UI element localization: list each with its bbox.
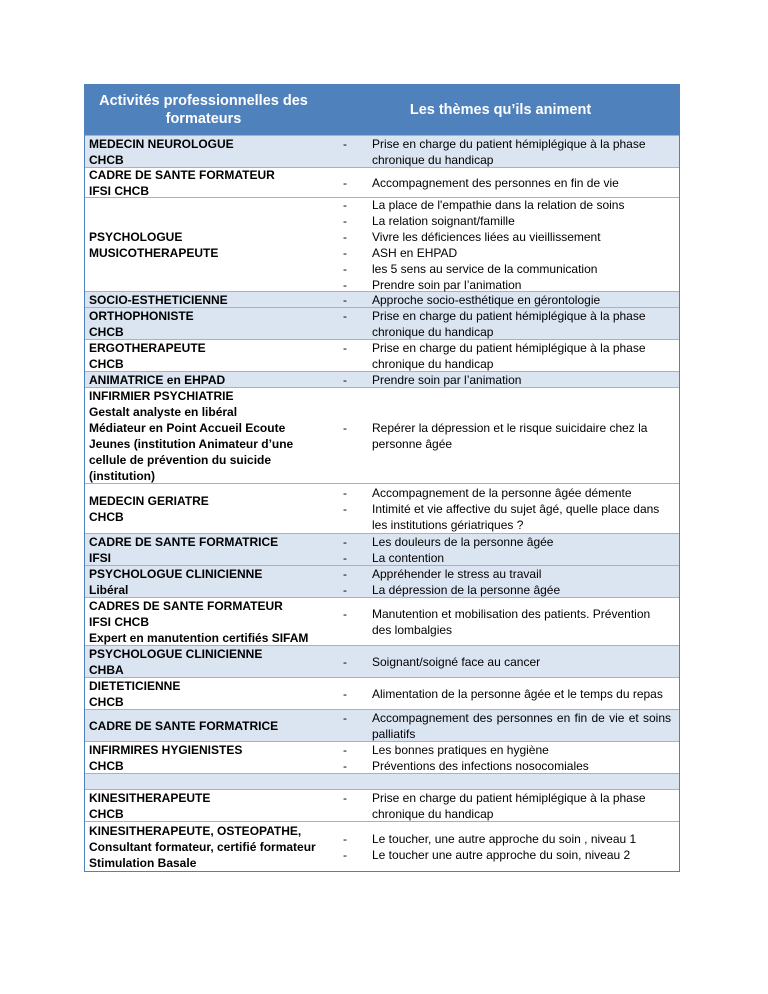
activity-line: INFIRMIRES HYGIENISTES (89, 742, 243, 757)
theme-text: Le toucher une autre approche du soin, niveau 2 (372, 847, 631, 862)
activity-cell (85, 598, 322, 645)
bullet-dash: - (343, 277, 347, 292)
bullet-dash: - (343, 372, 347, 387)
theme-item (322, 485, 671, 501)
activity-line: CHCB (89, 758, 124, 773)
theme-item (322, 790, 671, 822)
table-row (85, 645, 679, 677)
activity-line: MEDECIN GERIATRE (89, 493, 209, 508)
table-row (85, 197, 679, 291)
themes-cell (322, 168, 679, 197)
bullet-dash: - (343, 213, 347, 228)
theme-item (322, 847, 671, 863)
table-row (85, 789, 679, 821)
theme-item (322, 308, 671, 340)
themes-cell (322, 790, 679, 821)
theme-text: Manutention et mobilisation des patients. Prévention des lombalgies (372, 606, 651, 637)
theme-text: Accompagnement de la personne âgée démente (372, 485, 632, 500)
activity-cell (85, 774, 322, 789)
bullet-dash: - (343, 292, 347, 307)
themes-cell (322, 822, 679, 871)
theme-text: La dépression de la personne âgée (372, 582, 561, 597)
activity-cell (85, 790, 322, 821)
activity-line: CADRE DE SANTE FORMATRICE (89, 718, 279, 733)
table-row (85, 291, 679, 307)
themes-cell (322, 566, 679, 597)
theme-text: Préventions des infections nosocomiales (372, 758, 589, 773)
activity-line: CADRES DE SANTE FORMATEUR (89, 598, 283, 613)
activity-line: ERGOTHERAPEUTE (89, 340, 206, 355)
bullet-dash: - (343, 758, 347, 773)
themes-cell (322, 774, 679, 789)
table-row (85, 677, 679, 709)
theme-text: Approche socio-esthétique en gérontologie (372, 292, 601, 307)
activity-line: ANIMATRICE en EHPAD (89, 372, 226, 387)
theme-item (322, 261, 671, 277)
bullet-dash: - (343, 261, 347, 276)
bullet-dash: - (343, 847, 347, 862)
table-row (85, 483, 679, 533)
theme-text: Alimentation de la personne âgée et le temps du repas (372, 686, 663, 701)
activity-line: MUSICOTHERAPEUTE (89, 245, 219, 260)
themes-cell (322, 340, 679, 371)
themes-cell (322, 678, 679, 709)
activity-line: Libéral (89, 582, 129, 597)
bullet-dash: - (343, 686, 347, 701)
theme-text: les 5 sens au service de la communication (372, 261, 598, 276)
activity-line: CADRE DE SANTE FORMATRICE (89, 534, 279, 549)
activity-line: INFIRMIER PSYCHIATRIE (89, 388, 234, 403)
bullet-dash: - (343, 485, 347, 500)
activity-line: ORTHOPHONISTE (89, 308, 194, 323)
activity-line: IFSI CHCB (89, 183, 149, 198)
bullet-dash: - (343, 831, 347, 846)
table-row (85, 167, 679, 197)
activity-line: CADRE DE SANTE FORMATEUR (89, 167, 275, 182)
theme-item (322, 742, 671, 758)
table-row (85, 387, 679, 483)
activity-cell (85, 388, 322, 483)
theme-text: La relation soignant/famille (372, 213, 515, 228)
theme-item (322, 229, 671, 245)
table-row (85, 135, 679, 167)
themes-cell (322, 198, 679, 291)
activity-cell (85, 678, 322, 709)
theme-item (322, 534, 671, 550)
bullet-dash: - (343, 534, 347, 549)
theme-text: Prendre soin par l’animation (372, 372, 522, 387)
header-themes: Les thèmes qu’ils animent (409, 102, 592, 118)
activity-cell (85, 742, 322, 773)
activity-line: MEDECIN NEUROLOGUE (89, 136, 234, 151)
theme-text: Prendre soin par l’animation (372, 277, 522, 292)
activity-cell (85, 372, 322, 387)
theme-item (322, 136, 671, 168)
theme-item (322, 550, 671, 566)
bullet-dash: - (343, 340, 347, 355)
activity-cell (85, 168, 322, 197)
themes-cell (322, 292, 679, 307)
theme-item (322, 420, 671, 452)
themes-cell (322, 308, 679, 339)
activity-line: DIETETICIENNE (89, 678, 181, 693)
bullet-dash: - (343, 175, 347, 190)
themes-cell (322, 534, 679, 565)
themes-cell (322, 742, 679, 773)
bullet-dash: - (343, 742, 347, 757)
bullet-dash: - (343, 308, 347, 323)
bullet-dash: - (343, 582, 347, 597)
theme-item (322, 292, 671, 308)
theme-item (322, 501, 671, 533)
activity-cell (85, 198, 322, 291)
theme-text: Accompagnement des personnes en fin de vie et soins palliatifs (372, 710, 671, 741)
theme-text: Prise en charge du patient hémiplégique à la phase chronique du handicap (372, 308, 646, 339)
activity-cell (85, 292, 322, 307)
activity-cell (85, 484, 322, 533)
themes-cell (322, 646, 679, 677)
theme-text: Vivre les déficiences liées au vieillissement (372, 229, 601, 244)
theme-text: Accompagnement des personnes en fin de vie (372, 175, 619, 190)
bullet-dash: - (343, 501, 347, 516)
theme-item (322, 277, 671, 293)
theme-text: Prise en charge du patient hémiplégique à la phase chronique du handicap (372, 136, 646, 167)
activity-cell (85, 646, 322, 677)
activity-cell (85, 534, 322, 565)
table-row (85, 339, 679, 371)
table-row (85, 773, 679, 789)
theme-text: Repérer la dépression et le risque suicidaire chez la personne âgée (372, 420, 648, 451)
activity-line: PSYCHOLOGUE CLINICIENNE (89, 566, 263, 581)
activity-line: Expert en manutention certifiés SIFAM (89, 630, 309, 645)
bullet-dash: - (343, 710, 347, 725)
activity-cell (85, 566, 322, 597)
header-activities: Activités professionnelles des formateurs (99, 93, 308, 127)
trainers-table (84, 84, 680, 872)
theme-text: Les douleurs de la personne âgée (372, 534, 554, 549)
theme-text: Appréhender le stress au travail (372, 566, 542, 581)
themes-cell (322, 136, 679, 167)
theme-text: Prise en charge du patient hémiplégique à la phase chronique du handicap (372, 790, 646, 821)
activity-line: SOCIO-ESTHETICIENNE (89, 292, 228, 307)
table-row (85, 821, 679, 871)
theme-item (322, 654, 671, 670)
activity-line: CHBA (89, 662, 124, 677)
theme-item (322, 566, 671, 582)
activity-line: PSYCHOLOGUE (89, 229, 183, 244)
bullet-dash: - (343, 229, 347, 244)
theme-text: Intimité et vie affective du sujet âgé, quelle place dans les institutions gériatriques ? (372, 501, 660, 532)
theme-item (322, 197, 671, 213)
table-row (85, 709, 679, 741)
table-row (85, 597, 679, 645)
activity-line: PSYCHOLOGUE CLINICIENNE (89, 646, 263, 661)
table-row (85, 565, 679, 597)
activity-line: CHCB (89, 694, 124, 709)
activity-line: CHCB (89, 509, 124, 524)
activity-cell (85, 822, 322, 871)
activity-cell (85, 308, 322, 339)
activity-line: Gestalt analyste en libéral (89, 404, 238, 419)
bullet-dash: - (343, 566, 347, 581)
table-header (85, 85, 679, 135)
bullet-dash: - (343, 136, 347, 151)
activity-line: CHCB (89, 324, 124, 339)
bullet-dash: - (343, 245, 347, 260)
theme-text: Soignant/soigné face au cancer (372, 654, 541, 669)
activity-line: IFSI CHCB (89, 614, 149, 629)
theme-item (322, 582, 671, 598)
activity-cell (85, 136, 322, 167)
themes-cell (322, 598, 679, 645)
theme-item (322, 213, 671, 229)
theme-item (322, 710, 671, 742)
themes-cell (322, 388, 679, 483)
bullet-dash: - (343, 654, 347, 669)
activity-line: Médiateur en Point Accueil Ecoute Jeunes (institution Animateur d’une cellule de prévention du suicide (institution) (89, 420, 294, 483)
theme-item (322, 175, 671, 191)
theme-text: Prise en charge du patient hémiplégique à la phase chronique du handicap (372, 340, 646, 371)
theme-text: La contention (372, 550, 445, 565)
themes-cell (322, 484, 679, 533)
bullet-dash: - (343, 420, 347, 435)
theme-text: Les bonnes pratiques en hygiène (372, 742, 549, 757)
theme-item (322, 606, 671, 638)
bullet-dash: - (343, 550, 347, 565)
theme-item (322, 686, 671, 702)
table-row (85, 741, 679, 773)
themes-cell (322, 372, 679, 387)
theme-item (322, 758, 671, 774)
activity-line: CHCB (89, 806, 124, 821)
theme-item (322, 831, 671, 847)
theme-text: La place de l'empathie dans la relation de soins (372, 197, 625, 212)
activity-line: IFSI (89, 550, 112, 565)
theme-text: Le toucher, une autre approche du soin , niveau 1 (372, 831, 637, 846)
theme-item (322, 245, 671, 261)
bullet-dash: - (343, 606, 347, 621)
table-row (85, 533, 679, 565)
theme-text: ASH en EHPAD (372, 245, 458, 260)
bullet-dash: - (343, 790, 347, 805)
themes-cell (322, 710, 679, 741)
activity-line: CHCB (89, 356, 124, 371)
activity-cell (85, 340, 322, 371)
activity-line: CHCB (89, 152, 124, 167)
table-body (85, 135, 679, 871)
table-row (85, 371, 679, 387)
activity-line: KINESITHERAPEUTE, OSTEOPATHE, Consultant formateur, certifié formateur Stimulation Basale (89, 823, 316, 870)
theme-item (322, 340, 671, 372)
activity-cell (85, 710, 322, 741)
bullet-dash: - (343, 197, 347, 212)
activity-line: KINESITHERAPEUTE (89, 790, 211, 805)
theme-item (322, 372, 671, 388)
table-row (85, 307, 679, 339)
